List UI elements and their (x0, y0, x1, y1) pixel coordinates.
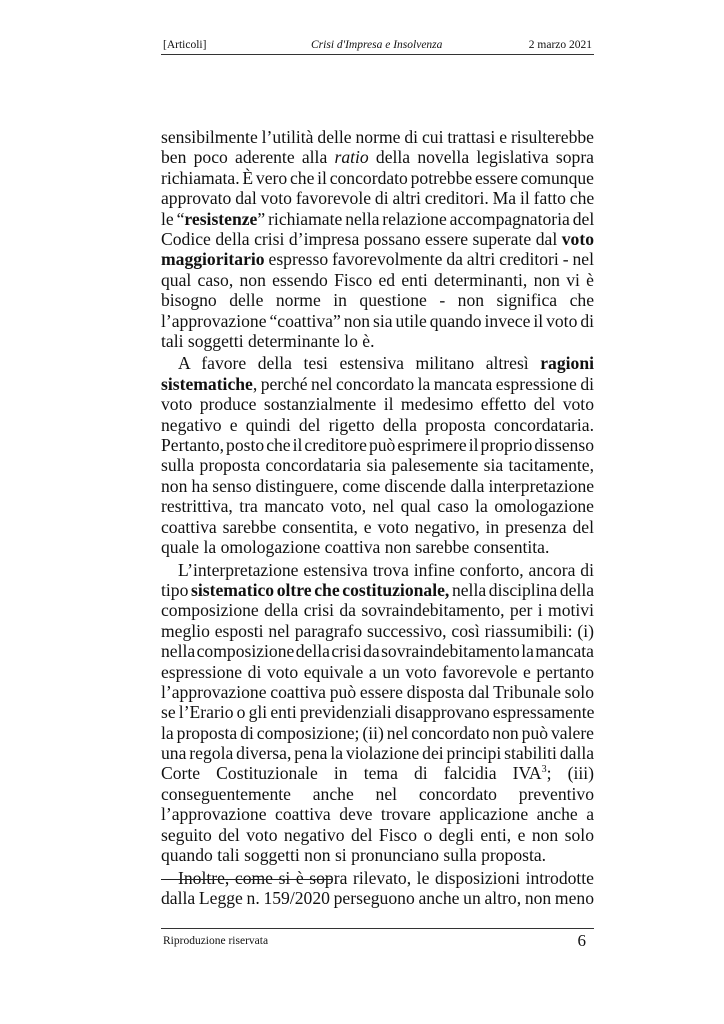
text-line (161, 270, 594, 290)
text-line (161, 763, 594, 783)
text-line (161, 455, 594, 475)
text-run: la proposta di composizione; (ii) nel concordato non può valere (161, 722, 594, 743)
text-run: approvato dal voto favorevole di altri creditori. Ma il fatto che (161, 188, 594, 209)
text-line (161, 560, 594, 580)
text-run: tali soggetti determinante lo è. (161, 330, 375, 351)
text-line (161, 888, 594, 908)
header-title: Crisi d'Impresa e Insolvenza (311, 39, 443, 51)
text-run: sensibilmente l’utilità delle norme di cui trattasi e risulterebbe (161, 127, 594, 147)
text-line (161, 621, 594, 641)
text-line (161, 845, 594, 865)
text-run: della novella legislativa sopra (368, 147, 594, 168)
text-run: tipo (161, 579, 192, 600)
page-footer (161, 928, 594, 950)
text-line (161, 147, 594, 167)
text-line (161, 374, 594, 394)
text-line (161, 702, 594, 722)
paragraph (161, 353, 594, 557)
page-number: 6 (577, 931, 586, 950)
text-run: quando tali soggetti non si pronunciano sulla proposta. (161, 845, 547, 866)
text-line (161, 415, 594, 435)
paragraph (161, 560, 594, 866)
text-line (161, 804, 594, 824)
text-run: l’approvazione coattiva deve trovare applicazione anche a (161, 804, 594, 825)
text-run: ” richiamate nella relazione accompagnatoria del (257, 208, 594, 229)
text-line (161, 353, 594, 373)
text-line (161, 580, 594, 600)
text-run: meglio esposti nel paragrafo successivo, così riassumibili: (i) (161, 620, 594, 641)
text-run: non ha senso distinguere, come discende dalla interpretazione (161, 475, 594, 496)
text-line (161, 825, 594, 845)
text-run: ; (iii) (546, 763, 594, 784)
text-line (161, 662, 594, 682)
text-run: restrittiva, tra mancato voto, nel qual caso la omologazione (161, 496, 594, 517)
bold-text: voto (561, 228, 594, 249)
text-run: espresso favorevolmente da altri creditori - nel (264, 249, 594, 270)
text-line (161, 784, 594, 804)
text-run: ben poco aderente alla (161, 147, 335, 168)
text-run: espressione di voto equivale a un voto favorevole e pertanto (161, 661, 594, 682)
header-section: [Articoli] (163, 39, 207, 51)
text-run: seguito del voto negativo del Fisco o degli enti, e non solo (161, 824, 594, 845)
paragraph (161, 127, 594, 351)
text-line (161, 537, 594, 557)
text-run: Codice della crisi d’impresa possano essere superate dal (161, 228, 562, 249)
text-run: l’approvazione coattiva può essere disposta dal Tribunale solo (161, 681, 594, 702)
text-run: Corte Costituzionale in tema di falcidia IVA (161, 763, 542, 784)
text-run: L’interpretazione estensiva trova infine conforto, ancora di (178, 559, 594, 580)
text-line (161, 600, 594, 620)
text-run: qual caso, non essendo Fisco ed enti determinanti, non vi è (161, 269, 594, 290)
text-run: richiamata. È vero che il concordato potrebbe essere comunque (161, 167, 594, 188)
text-line (161, 743, 594, 763)
bold-text: ragioni (540, 353, 594, 374)
footer-notice: Riproduzione riservata (163, 935, 269, 947)
text-line (161, 331, 594, 351)
text-run: coattiva sarebbe consentita, e voto negativo, in presenza del (161, 516, 594, 537)
bold-text: sistematiche (161, 373, 253, 394)
text-line (161, 168, 594, 188)
text-run: dalla Legge n. 159/2020 perseguono anche un altro, non meno (161, 888, 594, 909)
text-run: una regola diversa, pena la violazione dei principi stabiliti dalla (161, 743, 594, 764)
footnote-reference: 3 (541, 764, 547, 776)
text-run: sulla proposta concordataria sia palesemente sia tacitamente, (161, 455, 594, 476)
bold-text: maggioritario (161, 249, 265, 270)
text-run: voto produce sostanzialmente il medesimo effetto del voto (161, 394, 594, 415)
text-run: A favore della tesi estensiva militano altresì (178, 353, 541, 374)
text-line (161, 249, 594, 269)
body-text (161, 127, 594, 911)
text-line (161, 723, 594, 743)
text-line (161, 435, 594, 455)
text-line (161, 311, 594, 331)
text-run: Inoltre, come si è sopra rilevato, le disposizioni introdotte (178, 867, 594, 888)
text-run: se l’Erario o gli enti previdenziali disapprovano espressamente (161, 702, 594, 723)
text-run: composizione della crisi da sovraindebitamento, per i motivi (161, 600, 594, 621)
text-run: le “ (161, 208, 185, 229)
text-run: conseguentemente anche nel concordato preventivo (161, 783, 594, 804)
text-line (161, 641, 594, 661)
bold-text: sistematico oltre che costituzionale, (191, 579, 450, 600)
header-date: 2 marzo 2021 (528, 39, 592, 51)
text-line (161, 476, 594, 496)
text-line (161, 209, 594, 229)
page-header (161, 36, 594, 55)
text-run: nella disciplina della (449, 579, 594, 600)
text-line (161, 290, 594, 310)
text-run: negativo e quindi del rigetto della proposta concordataria. (161, 414, 594, 435)
text-line (161, 127, 594, 147)
text-line (161, 682, 594, 702)
footnote-separator (161, 879, 333, 880)
text-line (161, 517, 594, 537)
text-line (161, 188, 594, 208)
text-run: bisogno delle norme in questione - non significa che (161, 290, 594, 311)
text-run: , perché nel concordato la mancata espressione di (252, 373, 594, 394)
text-line (161, 868, 594, 888)
text-run: quale la omologazione coattiva non sarebbe consentita. (161, 537, 550, 557)
bold-text: resistenze (184, 208, 258, 229)
text-run: nella composizione della crisi da sovraindebitamento la mancata (161, 641, 594, 662)
paragraph (161, 868, 594, 909)
text-run: l’approvazione “coattiva” non sia utile quando invece il voto di (161, 310, 594, 331)
text-line (161, 496, 594, 516)
text-line (161, 229, 594, 249)
text-line (161, 394, 594, 414)
text-run: Pertanto, posto che il creditore può esprimere il proprio dissenso (161, 435, 594, 456)
italic-text: ratio (334, 147, 369, 168)
